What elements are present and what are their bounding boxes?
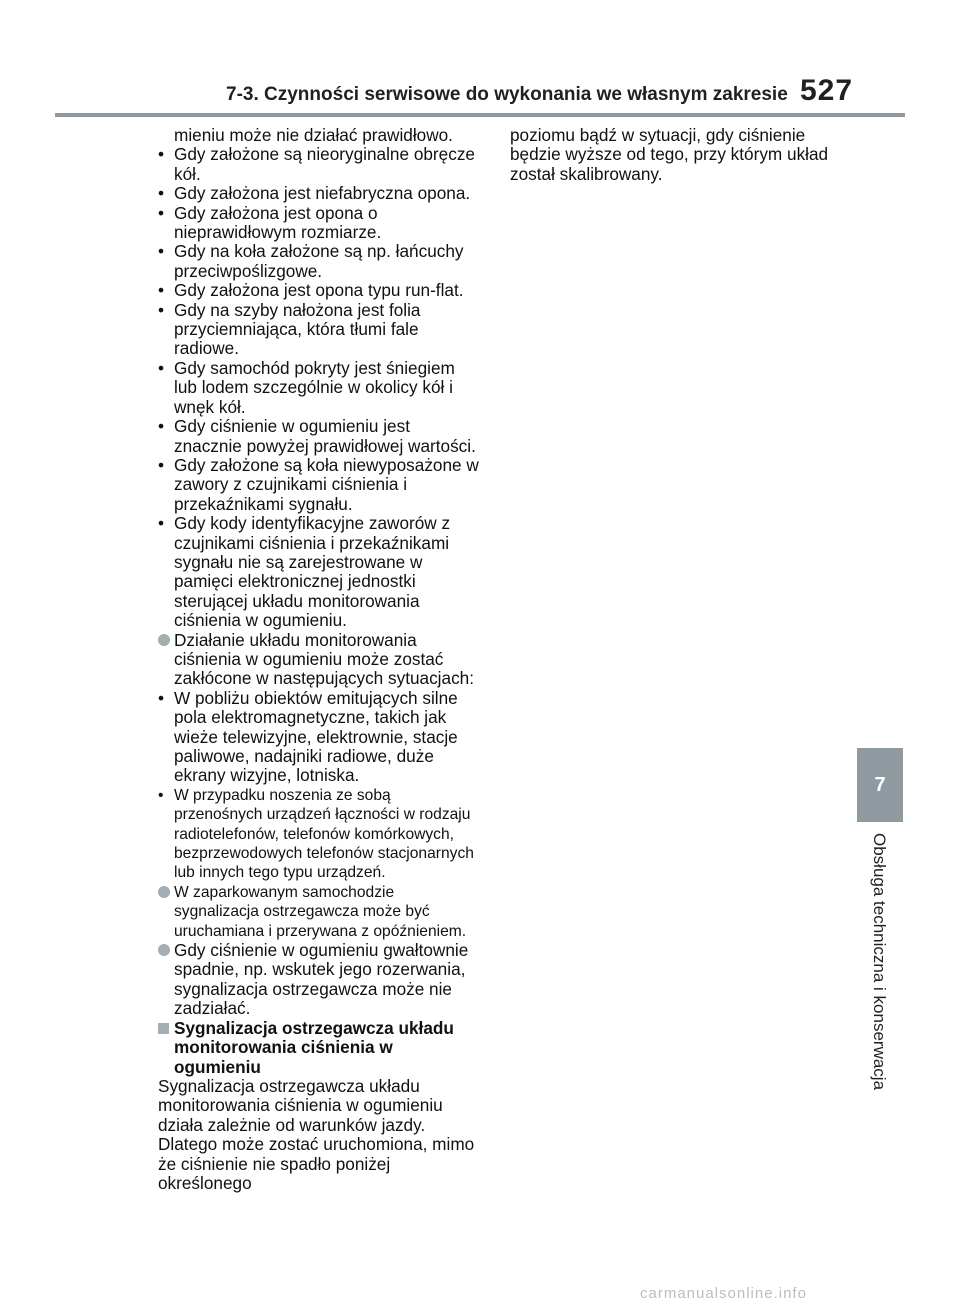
list-item-text: Gdy założona jest opona o nieprawidłowym rozmiarze. bbox=[174, 202, 382, 243]
list-item-text: Gdy założona jest niefabryczna opona. bbox=[174, 183, 471, 204]
list-item bbox=[158, 689, 480, 786]
list-item-text: Gdy kody identyfikacyjne zaworów z czujnikami ciśnienia i przekaźnikami sygnału nie są zarejestrowane w pamięci elektronicznej jednostki sterującej układu monitorowania ciśnienia w ogumieniu. bbox=[174, 513, 451, 631]
list-item bbox=[158, 417, 480, 456]
bullet-icon: • bbox=[158, 241, 165, 262]
chapter-side-title: Obsługa techniczna i konserwacja bbox=[870, 833, 889, 1091]
section-heading bbox=[158, 1019, 480, 1077]
bullet-icon: • bbox=[158, 280, 165, 301]
chapter-tab: 7 bbox=[857, 748, 903, 822]
list-item bbox=[158, 242, 480, 281]
section-title: 7-3. Czynności serwisowe do wykonania we własnym zakresie bbox=[226, 84, 788, 105]
section-body-text: Sygnalizacja ostrzegawcza układu monitorowania ciśnienia w ogumieniu działa zależnie od warunków jazdy. Dlatego może zostać uruchomiona, mimo że ciśnienie nie spadło poniżej określonego bbox=[158, 1075, 475, 1193]
list-item bbox=[158, 359, 480, 417]
bullet-icon: • bbox=[158, 183, 165, 204]
note-text: W zaparkowanym samochodzie sygnalizacja ostrzegawcza może być uruchamiana i przerywana z opóźnieniem. bbox=[174, 883, 467, 940]
list-item-text: Gdy założone są nieoryginalne obręcze kół. bbox=[174, 144, 475, 184]
list-item bbox=[158, 281, 480, 300]
bullet-icon: • bbox=[158, 513, 165, 534]
list-item-text: W pobliżu obiektów emitujących silne pola elektromagnetyczne, takich jak wieże telewizyjne, elektrownie, stacje paliwowe, nadajniki radiowe, duże ekrany wizyjne, lotniska. bbox=[174, 687, 458, 786]
intro-text: mieniu może nie działać prawidłowo. bbox=[174, 125, 453, 145]
bullet-icon: • bbox=[158, 786, 164, 804]
list-item bbox=[158, 301, 480, 359]
list-item bbox=[158, 145, 480, 184]
continued-text: poziomu bądź w sytuacji, gdy ciśnienie będzie wyższe od tego, przy którym układ został skalibrowany. bbox=[510, 125, 829, 184]
left-column bbox=[158, 126, 480, 1193]
list-item-text: Gdy założona jest opona typu run-flat. bbox=[174, 280, 464, 301]
note-item bbox=[158, 941, 480, 1019]
list-item bbox=[158, 204, 480, 243]
list-item bbox=[158, 786, 480, 883]
list-item-text: Gdy ciśnienie w ogumieniu jest znacznie powyżej prawidłowej wartości. bbox=[174, 416, 476, 456]
list-item bbox=[158, 184, 480, 203]
list-item-text: Gdy na koła założone są np. łańcuchy przeciwpoślizgowe. bbox=[174, 241, 464, 281]
bullet-icon: • bbox=[158, 687, 165, 708]
page-number: 527 bbox=[800, 74, 854, 107]
list-item-text: Gdy na szyby nałożona jest folia przyciemniająca, która tłumi fale radiowe. bbox=[174, 299, 421, 359]
list-item bbox=[158, 514, 480, 630]
bullet-icon: • bbox=[158, 202, 165, 223]
note-text: Działanie układu monitorowania ciśnienia w ogumieniu może zostać zakłócone w następujących sytuacjach: bbox=[174, 629, 474, 689]
watermark-text: carmanualsonline.info bbox=[640, 1285, 807, 1302]
note-text: Gdy ciśnienie w ogumieniu gwałtownie spadnie, np. wskutek jego rozerwania, sygnalizacja ostrzegawcza może nie zadziałać. bbox=[174, 940, 469, 1019]
circle-bullet-icon bbox=[158, 634, 170, 646]
header-divider bbox=[55, 113, 905, 117]
bullet-icon: • bbox=[158, 144, 165, 165]
list-item-text: W przypadku noszenia ze sobą przenośnych urządzeń łączności w rodzaju radiotelefonów, telefonów komórkowych, bezprzewodowych telefonów stacjonarnych lub innych tego typu urządzeń. bbox=[174, 786, 474, 882]
right-column bbox=[510, 126, 840, 184]
bullet-icon: • bbox=[158, 454, 165, 475]
list-item bbox=[158, 456, 480, 514]
circle-bullet-icon bbox=[158, 944, 170, 956]
bullet-icon: • bbox=[158, 357, 165, 378]
bullet-icon: • bbox=[158, 416, 165, 437]
square-bullet-icon bbox=[158, 1023, 169, 1034]
section-heading-text: Sygnalizacja ostrzegawcza układu monitorowania ciśnienia w ogumieniu bbox=[174, 1017, 454, 1077]
circle-bullet-icon bbox=[158, 886, 170, 898]
note-item bbox=[158, 631, 480, 689]
list-item-text: Gdy założone są koła niewyposażone w zawory z czujnikami ciśnienia i przekaźnikami sygnału. bbox=[174, 454, 479, 514]
bullet-icon: • bbox=[158, 299, 165, 320]
note-item bbox=[158, 883, 480, 941]
list-item-text: Gdy samochód pokryty jest śniegiem lub lodem szczególnie w okolicy kół i wnęk kół. bbox=[174, 357, 455, 417]
